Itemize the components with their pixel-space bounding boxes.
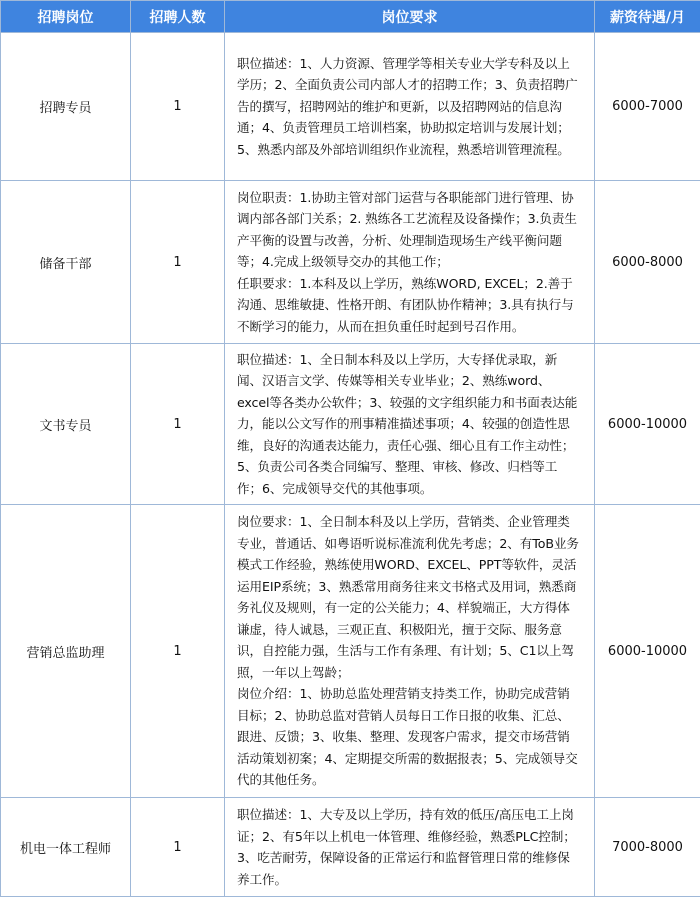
count-cell: 1: [131, 505, 225, 798]
table-row: [1, 798, 700, 897]
requirements-text: 任职要求：1.本科及以上学历，熟练WORD, EXCEL；2.善于沟通、思维敏捷、性格开朗、有团队协作精神；3.具有执行与不断学习的能力，从而在担负重任时起到号召作用。: [237, 273, 582, 338]
count-cell: 1: [131, 181, 225, 344]
header-row: [1, 1, 700, 33]
requirements-cell: [225, 505, 595, 798]
position-cell: 营销总监助理: [1, 505, 131, 798]
salary-cell: 6000-10000: [595, 505, 700, 798]
requirements-text: 职位描述：1、全日制本科及以上学历，大专择优录取，新闻、汉语言文学、传媒等相关专业毕业；2、熟练word、excel等各类办公软件；3、较强的文字组织能力和书面表达能力，能以公文写作的刑事精准描述事项；4、较强的创造性思维，良好的沟通表达能力，责任心强、细心且有工作主动性；5、负责公司各类合同编写、整理、审核、修改、归档等工作；6、完成领导交代的其他事项。: [237, 349, 582, 500]
table-row: [1, 33, 700, 181]
header-salary: 薪资待遇/月: [595, 1, 700, 33]
requirements-text: 岗位介绍：1、协助总监处理营销支持类工作，协助完成营销目标；2、协助总监对营销人员每日工作日报的收集、汇总、跟进、反馈；3、收集、整理、发现客户需求，提交市场营销活动策划初案；4、定期提交所需的数据报表；5、完成领导交代的其他任务。: [237, 683, 582, 791]
table-row: [1, 344, 700, 505]
position-cell: 储备干部: [1, 181, 131, 344]
header-count: 招聘人数: [131, 1, 225, 33]
requirements-cell: [225, 33, 595, 181]
header-requirements: 岗位要求: [225, 1, 595, 33]
salary-cell: 7000-8000: [595, 798, 700, 897]
salary-cell: 6000-10000: [595, 344, 700, 505]
requirements-text: 岗位职责：1.协助主管对部门运营与各职能部门进行管理、协调内部各部门关系；2. 熟练各工艺流程及设备操作；3.负责生产平衡的设置与改善，分析、处理制造现场生产线平衡问题等；4.完成上级领导交办的其他工作；: [237, 187, 582, 273]
table-row: [1, 505, 700, 798]
table-row: [1, 181, 700, 344]
salary-cell: 6000-8000: [595, 181, 700, 344]
header-position: 招聘岗位: [1, 1, 131, 33]
position-cell: 文书专员: [1, 344, 131, 505]
requirements-cell: [225, 344, 595, 505]
requirements-cell: [225, 798, 595, 897]
count-cell: 1: [131, 344, 225, 505]
position-cell: 招聘专员: [1, 33, 131, 181]
position-cell: 机电一体工程师: [1, 798, 131, 897]
requirements-text: 岗位要求：1、全日制本科及以上学历，营销类、企业管理类专业，普通话、如粤语听说标准流利优先考虑；2、有ToB业务模式工作经验，熟练使用WORD、EXCEL、PPT等软件，灵活运用EIP系统；3、熟悉常用商务往来文书格式及用词，熟悉商务礼仪及规则，有一定的公关能力；4、样貌端正，大方得体谦虚，待人诚恳，三观正直、积极阳光，擅于交际、服务意识，自控能力强，生活与工作有条理、有计划；5、C1以上驾照，一年以上驾龄；: [237, 511, 582, 683]
count-cell: 1: [131, 798, 225, 897]
count-cell: 1: [131, 33, 225, 181]
requirements-text: 职位描述：1、人力资源、管理学等相关专业大学专科及以上学历；2、全面负责公司内部人才的招聘工作；3、负责招聘广告的撰写，招聘网站的维护和更新，以及招聘网站的信息沟通；4、负责管理员工培训档案，协助拟定培训与发展计划；5、熟悉内部及外部培训组织作业流程，熟悉培训管理流程。: [237, 53, 582, 161]
requirements-text: 职位描述：1、大专及以上学历，持有效的低压/高压电工上岗证；2、有5年以上机电一体管理、维修经验，熟悉PLC控制；3、吃苦耐劳，保障设备的正常运行和监督管理日常的维修保养工作。: [237, 804, 582, 890]
salary-cell: 6000-7000: [595, 33, 700, 181]
requirements-cell: [225, 181, 595, 344]
